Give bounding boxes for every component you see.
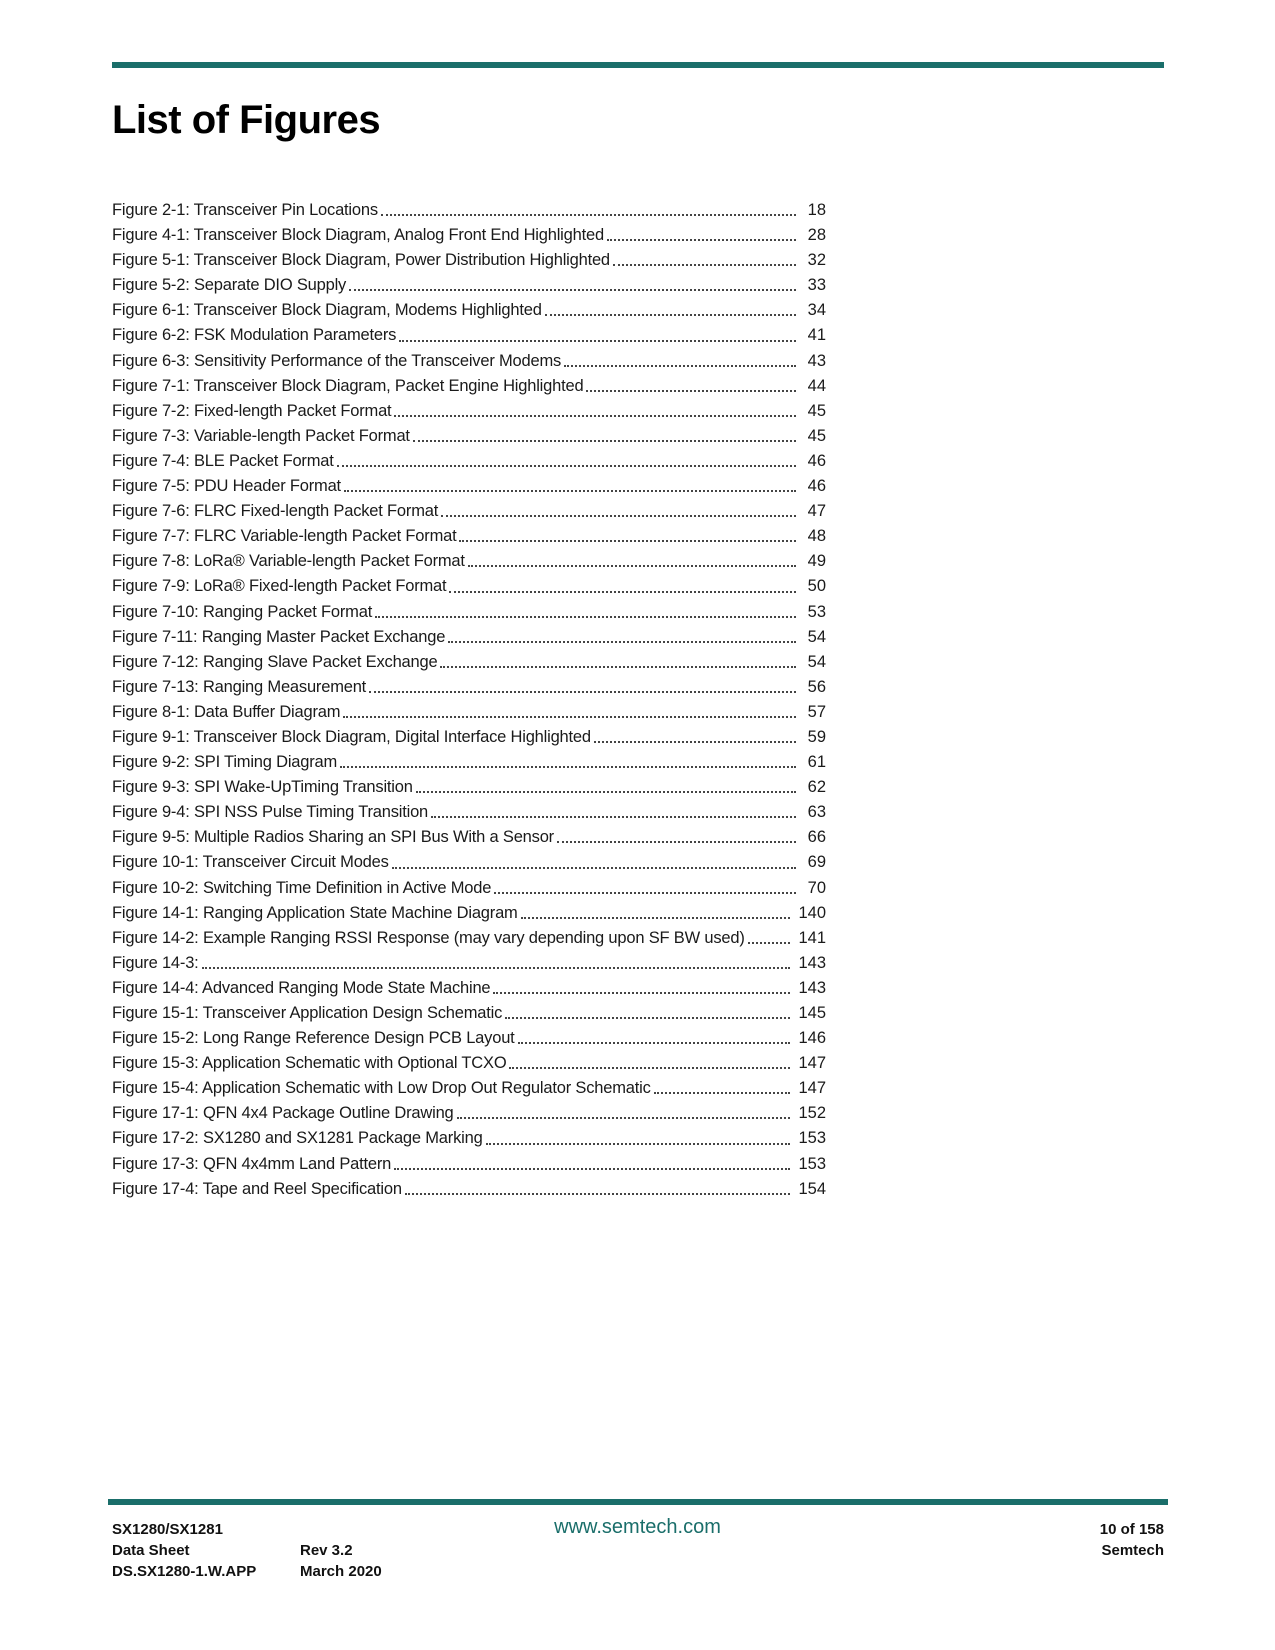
toc-entry[interactable] [112, 1177, 826, 1202]
toc-entry[interactable] [112, 600, 826, 625]
toc-entry[interactable] [112, 825, 826, 850]
toc-entry-page-number: 153 [798, 1154, 826, 1173]
toc-entry-title: Figure 7-1: Transceiver Block Diagram, Packet Engine Highlighted [112, 376, 584, 395]
footer-rule [108, 1499, 1168, 1505]
toc-entry-page-number: 34 [807, 301, 826, 320]
toc-entry[interactable] [112, 198, 826, 223]
toc-entry[interactable] [112, 951, 826, 976]
toc-entry-title: Figure 10-2: Switching Time Definition in Active Mode [112, 878, 492, 897]
toc-entry-title: Figure 9-4: SPI NSS Pulse Timing Transition [112, 803, 429, 822]
toc-entry-page-number: 41 [807, 326, 826, 345]
toc-entry[interactable] [112, 800, 826, 825]
toc-entry-title: Figure 17-1: QFN 4x4 Package Outline Drawing [112, 1104, 454, 1123]
dot-leader [509, 1066, 790, 1069]
dot-leader [399, 339, 796, 342]
toc-entry[interactable] [112, 273, 826, 298]
toc-entry-title: Figure 9-2: SPI Timing Diagram [112, 753, 338, 772]
toc-entry-page-number: 49 [807, 552, 826, 571]
toc-entry-title: Figure 9-1: Transceiver Block Diagram, Digital Interface Highlighted [112, 727, 591, 746]
dot-leader [416, 790, 796, 793]
dot-leader [340, 765, 796, 768]
toc-entry[interactable] [112, 223, 826, 248]
toc-entry-title: Figure 15-2: Long Range Reference Design PCB Layout [112, 1029, 515, 1048]
dot-leader [202, 966, 791, 969]
toc-entry-page-number: 141 [798, 928, 826, 947]
toc-entry-title: Figure 7-7: FLRC Variable-length Packet Format [112, 527, 457, 546]
toc-entry[interactable] [112, 298, 826, 323]
toc-entry-title: Figure 9-3: SPI Wake-UpTiming Transition [112, 778, 413, 797]
toc-entry[interactable] [112, 1001, 826, 1026]
toc-entry-page-number: 66 [807, 828, 826, 847]
toc-entry[interactable] [112, 876, 826, 901]
dot-leader [392, 866, 796, 869]
toc-entry[interactable] [112, 901, 826, 926]
toc-entry-page-number: 70 [807, 878, 826, 897]
toc-entry[interactable] [112, 700, 826, 725]
toc-entry-page-number: 50 [807, 577, 826, 596]
toc-entry-page-number: 153 [798, 1129, 826, 1148]
dot-leader [494, 891, 796, 894]
toc-entry[interactable] [112, 449, 826, 474]
dot-leader [369, 690, 796, 693]
toc-entry-title: Figure 7-12: Ranging Slave Packet Exchange [112, 652, 438, 671]
toc-entry-page-number: 56 [807, 677, 826, 696]
footer-doc-type: Data Sheet [112, 1542, 190, 1559]
toc-entry-title: Figure 6-1: Transceiver Block Diagram, Modems Highlighted [112, 301, 542, 320]
toc-entry-title: Figure 7-11: Ranging Master Packet Exchange [112, 627, 446, 646]
toc-entry-title: Figure 7-3: Variable-length Packet Format [112, 426, 410, 445]
footer-revision: Rev 3.2 [300, 1542, 353, 1559]
toc-entry-page-number: 57 [807, 702, 826, 721]
toc-entry[interactable] [112, 248, 826, 273]
toc-entry-page-number: 147 [798, 1054, 826, 1073]
toc-entry-title: Figure 7-2: Fixed-length Packet Format [112, 401, 392, 420]
toc-entry[interactable] [112, 1051, 826, 1076]
toc-entry-page-number: 147 [798, 1079, 826, 1098]
dot-leader [607, 238, 796, 241]
toc-entry-page-number: 46 [807, 477, 826, 496]
toc-entry-page-number: 44 [807, 376, 826, 395]
toc-entry-title: Figure 8-1: Data Buffer Diagram [112, 702, 341, 721]
toc-entry-title: Figure 7-9: LoRa® Fixed-length Packet Format [112, 577, 447, 596]
toc-entry-page-number: 69 [807, 853, 826, 872]
header-rule [112, 62, 1164, 68]
toc-entry[interactable] [112, 926, 826, 951]
dot-leader [448, 640, 796, 643]
dot-leader [459, 539, 796, 542]
toc-entry-page-number: 59 [807, 727, 826, 746]
toc-entry[interactable] [112, 725, 826, 750]
toc-entry-page-number: 18 [807, 201, 826, 219]
toc-entry-page-number: 54 [807, 652, 826, 671]
dot-leader [449, 590, 796, 593]
toc-entry-title: Figure 5-2: Separate DIO Supply [112, 276, 347, 295]
page-title: List of Figures [112, 98, 381, 142]
toc-entry-page-number: 43 [807, 351, 826, 370]
footer-company: Semtech [1101, 1542, 1164, 1559]
dot-leader [557, 840, 796, 843]
toc-entry[interactable] [112, 976, 826, 1001]
toc-entry-page-number: 62 [807, 778, 826, 797]
toc-entry-page-number: 140 [798, 903, 826, 922]
toc-entry[interactable] [112, 1076, 826, 1101]
toc-entry-page-number: 45 [807, 426, 826, 445]
toc-entry-title: Figure 17-2: SX1280 and SX1281 Package Marking [112, 1129, 483, 1148]
dot-leader [440, 665, 796, 668]
footer-doc-id: DS.SX1280-1.W.APP [112, 1563, 257, 1580]
dot-leader [394, 414, 796, 417]
toc-entry-page-number: 53 [807, 602, 826, 621]
toc-entry[interactable] [112, 1152, 826, 1177]
toc-entry[interactable] [112, 549, 826, 574]
toc-entry-title: Figure 7-8: LoRa® Variable-length Packet Format [112, 552, 465, 571]
dot-leader [413, 439, 796, 442]
toc-entry-page-number: 61 [807, 753, 826, 772]
dot-leader [381, 213, 796, 216]
toc-entry[interactable] [112, 850, 826, 875]
toc-entry-title: Figure 14-2: Example Ranging RSSI Response (may vary depending upon SF BW used) [112, 928, 745, 947]
dot-leader [521, 916, 791, 919]
toc-entry-page-number: 63 [807, 803, 826, 822]
toc-entry-page-number: 146 [798, 1029, 826, 1048]
toc-entry-title: Figure 17-3: QFN 4x4mm Land Pattern [112, 1154, 392, 1173]
toc-entry-title: Figure 15-1: Transceiver Application Design Schematic [112, 1004, 503, 1022]
toc-entry[interactable] [112, 574, 826, 599]
toc-entry-title: Figure 15-4: Application Schematic with Low Drop Out Regulator Schematic [112, 1079, 651, 1098]
dot-leader [405, 1192, 791, 1195]
toc-entry-title: Figure 7-4: BLE Packet Format [112, 451, 334, 470]
toc-entry-title: Figure 7-13: Ranging Measurement [112, 677, 367, 696]
toc-entry-title: Figure 6-2: FSK Modulation Parameters [112, 326, 397, 345]
dot-leader [518, 1041, 791, 1044]
toc-entry-title: Figure 10-1: Transceiver Circuit Modes [112, 853, 389, 872]
toc-entry[interactable] [112, 750, 826, 775]
toc-entry-page-number: 143 [798, 978, 826, 997]
toc-entry[interactable] [112, 1101, 826, 1126]
footer-date: March 2020 [300, 1563, 382, 1580]
toc-entry-title: Figure 2-1: Transceiver Pin Locations [112, 201, 378, 219]
dot-leader [349, 288, 796, 291]
dot-leader [343, 715, 796, 718]
toc-entry-page-number: 145 [798, 1004, 826, 1022]
dot-leader [337, 464, 796, 467]
toc-entry[interactable] [112, 424, 826, 449]
dot-leader [394, 1167, 790, 1170]
footer-product: SX1280/SX1281 [112, 1521, 223, 1538]
dot-leader [375, 615, 796, 618]
dot-leader [564, 364, 796, 367]
toc-entry-page-number: 45 [807, 401, 826, 420]
footer-revision-info [300, 1540, 382, 1582]
toc-entry[interactable] [112, 775, 826, 800]
toc-entry-title: Figure 15-3: Application Schematic with Optional TCXO [112, 1054, 507, 1073]
toc-entry-page-number: 152 [798, 1104, 826, 1123]
toc-entry-page-number: 48 [807, 527, 826, 546]
toc-entry-page-number: 154 [798, 1179, 826, 1198]
dot-leader [505, 1016, 790, 1019]
toc-entry-page-number: 33 [807, 276, 826, 295]
dot-leader [748, 941, 791, 944]
toc-entry[interactable] [112, 474, 826, 499]
dot-leader [441, 514, 796, 517]
toc-entry[interactable] [112, 399, 826, 424]
toc-entry-title: Figure 7-6: FLRC Fixed-length Packet Format [112, 502, 439, 521]
dot-leader [594, 740, 796, 743]
toc-entry-title: Figure 5-1: Transceiver Block Diagram, Power Distribution Highlighted [112, 251, 610, 270]
dot-leader [486, 1142, 791, 1145]
toc-entry-title: Figure 14-3: [112, 953, 199, 972]
toc-entry-page-number: 54 [807, 627, 826, 646]
toc-entry-title: Figure 7-5: PDU Header Format [112, 477, 341, 496]
toc-entry-title: Figure 14-1: Ranging Application State Machine Diagram [112, 903, 518, 922]
footer-page-number: 10 of 158 [1099, 1521, 1164, 1538]
dot-leader [431, 815, 796, 818]
toc-entry[interactable] [112, 650, 826, 675]
dot-leader [468, 564, 796, 567]
toc-entry-title: Figure 7-10: Ranging Packet Format [112, 602, 373, 621]
toc-entry-title: Figure 4-1: Transceiver Block Diagram, Analog Front End Highlighted [112, 226, 604, 245]
dot-leader [457, 1116, 791, 1119]
toc-entry-page-number: 47 [807, 502, 826, 521]
toc-entry-page-number: 28 [807, 226, 826, 245]
dot-leader [613, 263, 796, 266]
toc-entry-page-number: 32 [807, 251, 826, 270]
dot-leader [586, 389, 796, 392]
toc-entry[interactable] [112, 1126, 826, 1151]
toc-entry-title: Figure 9-5: Multiple Radios Sharing an SPI Bus With a Sensor [112, 828, 554, 847]
toc-entry[interactable] [112, 1026, 826, 1051]
toc-entry[interactable] [112, 323, 826, 348]
toc-entry[interactable] [112, 374, 826, 399]
toc-entry-page-number: 46 [807, 451, 826, 470]
toc-entry-title: Figure 17-4: Tape and Reel Specification [112, 1179, 402, 1198]
dot-leader [545, 313, 796, 316]
footer-url-link[interactable]: www.semtech.com [554, 1516, 721, 1538]
toc-entry[interactable] [112, 499, 826, 524]
toc-entry[interactable] [112, 349, 826, 374]
toc-entry[interactable] [112, 524, 826, 549]
toc-entry[interactable] [112, 625, 826, 650]
toc-entry[interactable] [112, 675, 826, 700]
toc-entry-page-number: 143 [798, 953, 826, 972]
dot-leader [654, 1091, 791, 1094]
dot-leader [493, 991, 790, 994]
list-of-figures [112, 198, 826, 1202]
toc-entry-title: Figure 14-4: Advanced Ranging Mode State Machine [112, 978, 491, 997]
toc-entry-title: Figure 6-3: Sensitivity Performance of the Transceiver Modems [112, 351, 562, 370]
footer-page-info [1100, 1519, 1164, 1561]
dot-leader [344, 489, 796, 492]
